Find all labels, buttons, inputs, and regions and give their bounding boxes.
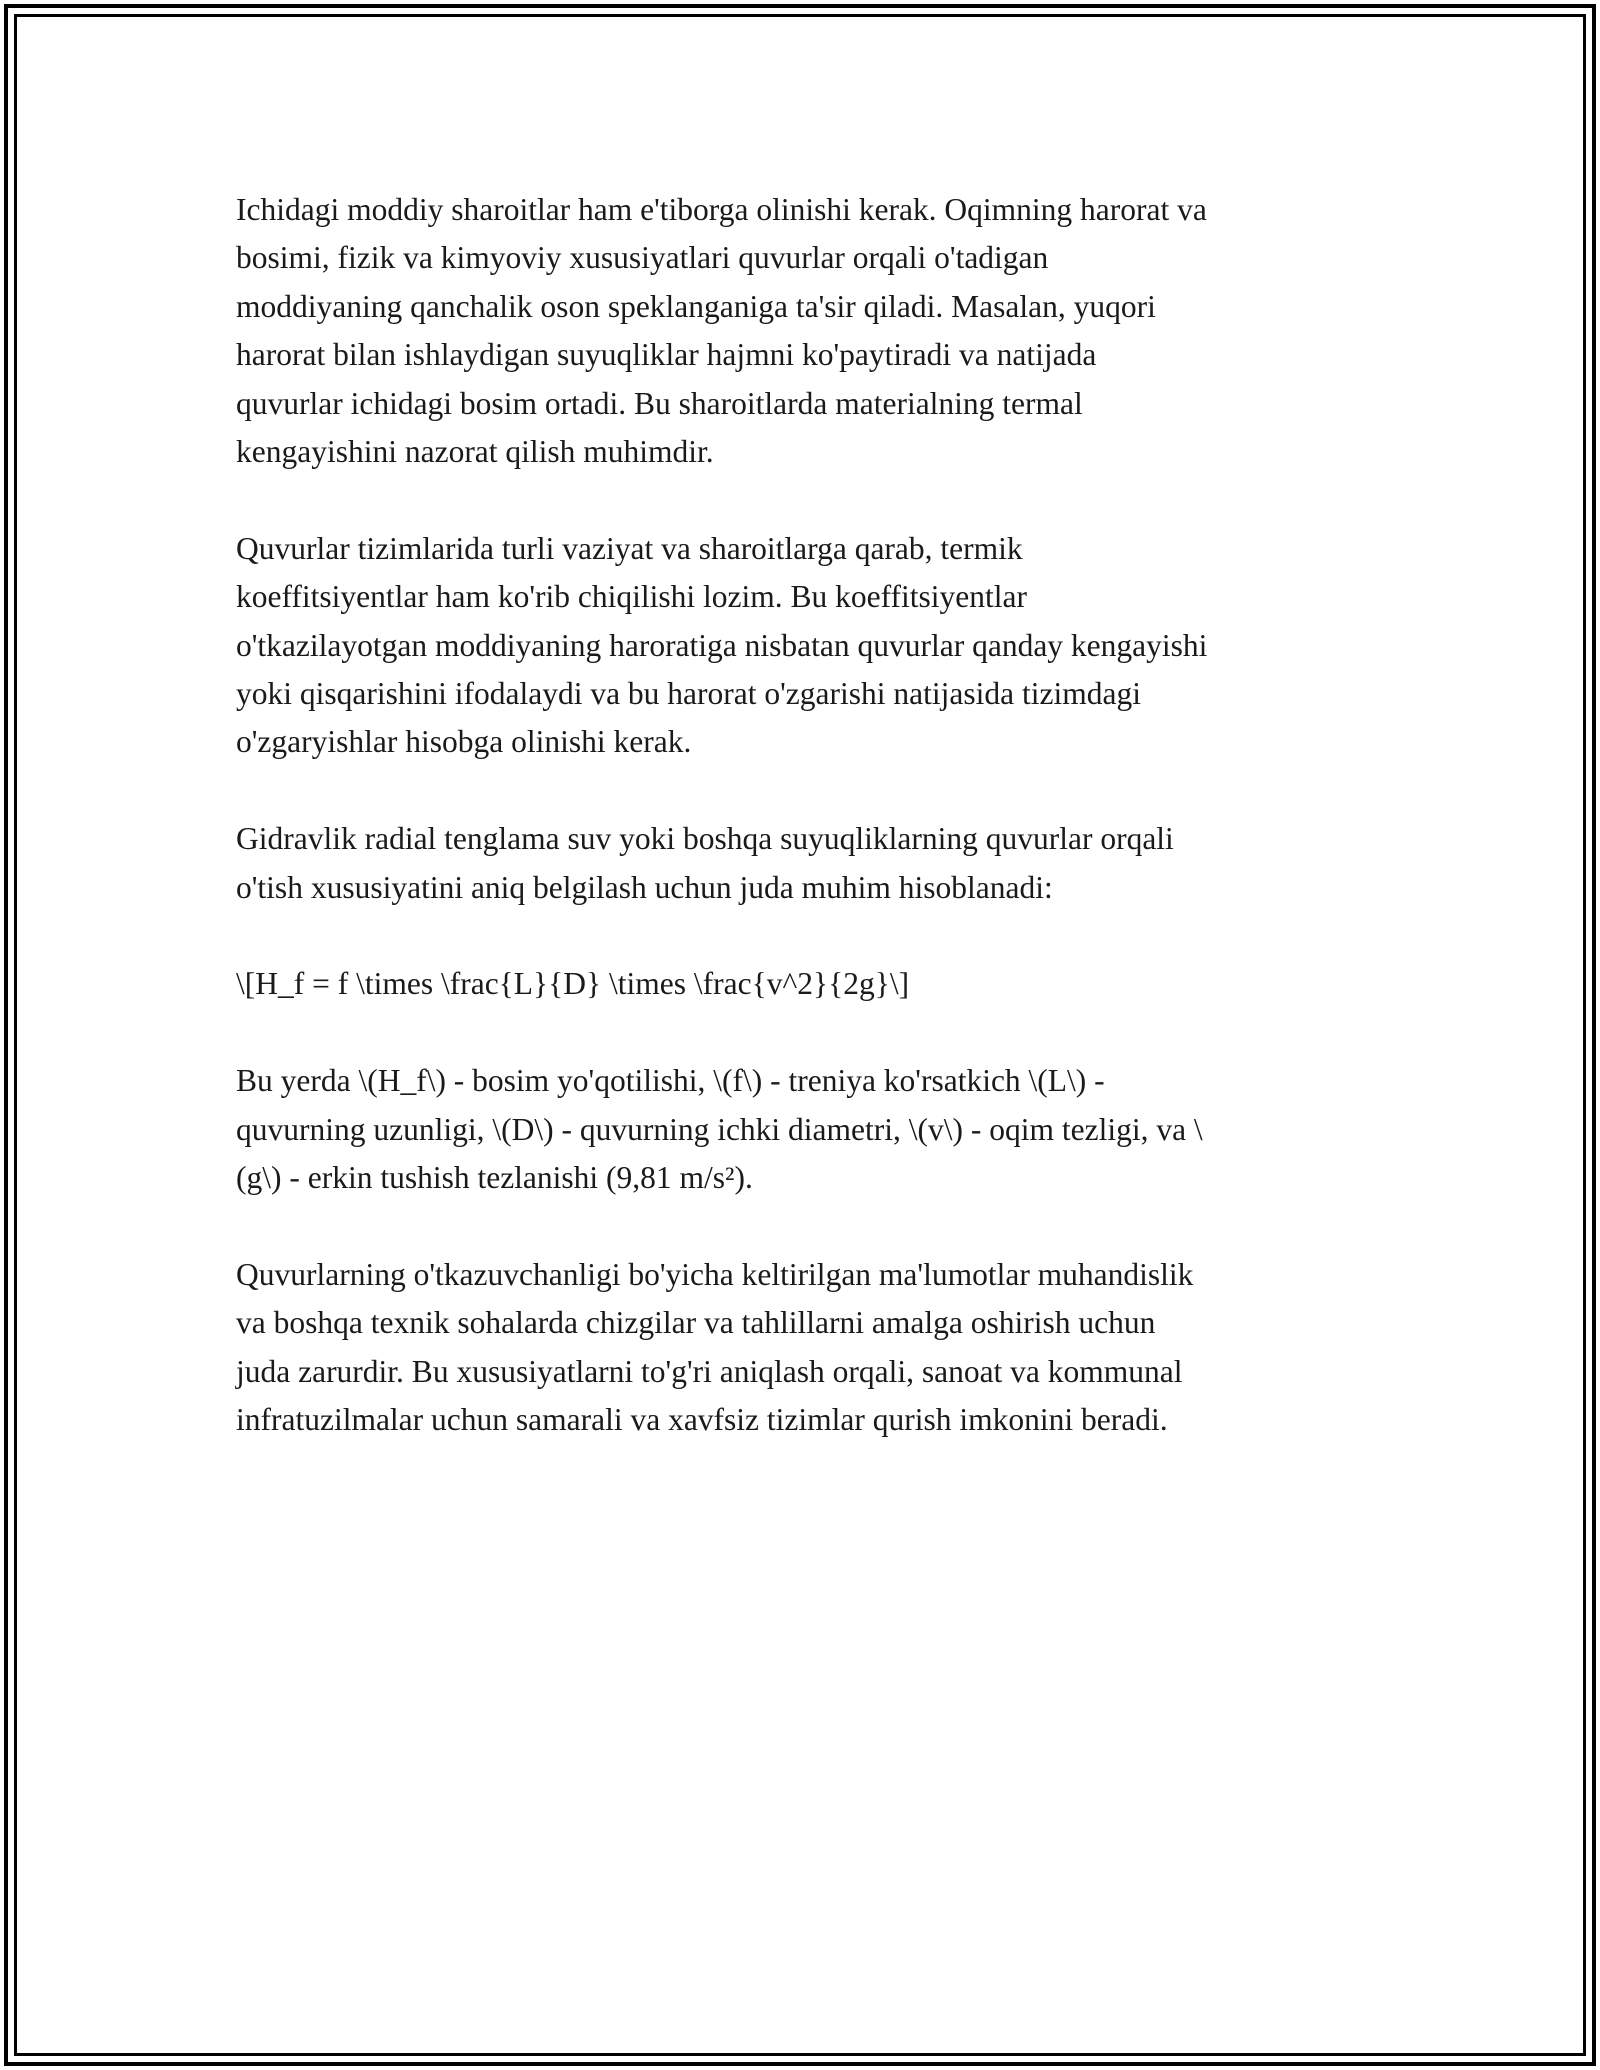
- paragraph-hydraulic-intro: Gidravlik radial tenglama suv yoki boshqa suyuqliklarning quvurlar orqali o'tish xususiyatini aniq belgilash uchun juda muhim hisoblanadi:: [236, 821, 1174, 905]
- paragraph-formula-legend: Bu yerda \(H_f\) - bosim yo'qotilishi, \(f\) - treniya ko'rsatkich \(L\) - quvurning uzunligi, \(D\) - quvurning ichki diametri, \(v\) - oqim tezligi, va \ (g\) - erkin tushish tezlanishi (9,81 m/s²).: [236, 1063, 1203, 1196]
- formula-head-loss: \[H_f = f \times \frac{L}{D} \times \frac{v^2}{2g}\]: [236, 966, 910, 1002]
- paragraph-thermal-coefficients: Quvurlar tizimlarida turli vaziyat va sharoitlarga qarab, termik koeffitsiyentlar ham ko'rib chiqilishi lozim. Bu koeffitsiyentlar o'tkazilayotgan moddiyaning haroratiga nisbatan quvurlar qanday kengayishi yoki qisqarishini ifodalaydi va bu harorat o'zgarishi natijasida tizimdagi o'zgaryishlar hisobga olinishi kerak.: [236, 530, 1208, 760]
- paragraph-conclusion: Quvurlarning o'tkazuvchanligi bo'yicha keltirilgan ma'lumotlar muhandislik va boshqa texnik sohalarda chizgilar va tahlillarni amalga oshirish uchun juda zarurdir. Bu xususiyatlarni to'g'ri aniqlash orqali, sanoat va kommunal infratuzilmalar uchun samarali va xavfsiz tizimlar qurish imkonini beradi.: [236, 1256, 1194, 1438]
- document-body: [236, 186, 1376, 1493]
- paragraph-thermal-conditions: Ichidagi moddiy sharoitlar ham e'tiborga olinishi kerak. Oqimning harorat va bosimi, fizik va kimyoviy xususiyatlari quvurlar orqali o'tadigan moddiyaning qanchalik oson speklanganiga ta'sir qiladi. Masalan, yuqori harorat bilan ishlaydigan suyuqliklar hajmni ko'paytiradi va natijada quvurlar ichidagi bosim ortadi. Bu sharoitlarda materialning termal kengayishini nazorat qilish muhimdir.: [236, 192, 1207, 470]
